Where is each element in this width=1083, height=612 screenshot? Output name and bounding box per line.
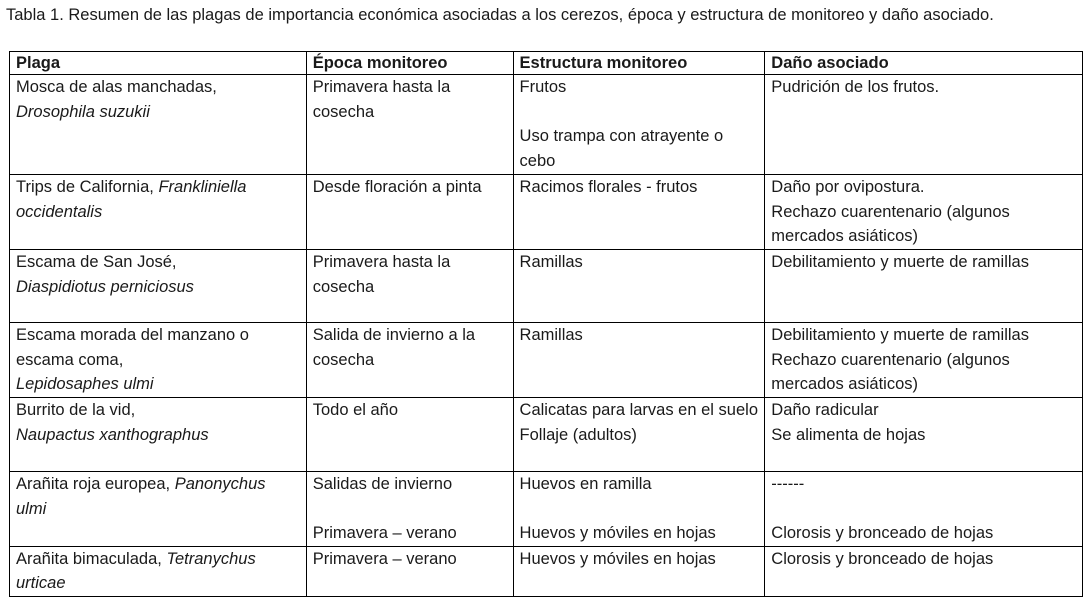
- epoca-text: Salida de invierno a la cosecha: [312, 326, 476, 369]
- header-estructura: Estructura monitoreo: [513, 52, 765, 75]
- cell-epoca: [306, 546, 513, 596]
- table-row: [10, 323, 1083, 398]
- cell-plaga: [10, 250, 307, 323]
- cell-plaga: [10, 323, 307, 398]
- pest-common-name: Trips de California,: [16, 178, 154, 196]
- cell-estructura: [513, 175, 765, 250]
- estructura-text: Huevos en ramilla: [519, 475, 652, 493]
- header-plaga: Plaga: [10, 52, 307, 75]
- pest-common-name: Escama morada del manzano o escama coma,: [16, 326, 249, 369]
- cell-dano: [765, 323, 1083, 398]
- pest-scientific-name: Drosophila suzukii: [16, 102, 150, 121]
- epoca-text: Desde floración a pinta: [312, 178, 482, 196]
- cell-dano: [765, 250, 1083, 323]
- table-header-row: [10, 52, 1083, 75]
- dano-text: Clorosis y bronceado de hojas: [771, 549, 994, 568]
- cell-plaga: [10, 398, 307, 472]
- cell-estructura: [513, 546, 765, 596]
- estructura-text: Huevos y móviles en hojas: [519, 549, 716, 568]
- table-row: [10, 398, 1083, 472]
- header-epoca: Época monitoreo: [306, 52, 513, 75]
- pest-scientific-name: Lepidosaphes ulmi: [16, 375, 154, 393]
- pest-common-name: Mosca de alas manchadas,: [16, 78, 217, 96]
- cell-estructura: [513, 472, 765, 547]
- dano-text: Pudrición de los frutos.: [771, 78, 940, 96]
- epoca-text: Primavera hasta la cosecha: [312, 253, 451, 296]
- dano-text: Debilitamiento y muerte de ramillas: [771, 253, 1029, 271]
- header-dano: Daño asociado: [765, 52, 1083, 75]
- pest-scientific-name: Diaspidiotus perniciosus: [16, 277, 194, 296]
- estructura-text: Huevos y móviles en hojas: [519, 524, 716, 542]
- cell-epoca: [306, 472, 513, 547]
- cell-estructura: [513, 323, 765, 398]
- cell-epoca: [306, 250, 513, 323]
- cell-dano: [765, 175, 1083, 250]
- table-row: [10, 546, 1083, 596]
- dano-text: Rechazo cuarentenario (algunos mercados asiáticos): [771, 202, 1010, 245]
- cell-dano: [765, 472, 1083, 547]
- pest-scientific-name: Frankliniella occidentalis: [16, 178, 247, 221]
- table-row: [10, 175, 1083, 250]
- pest-common-name: Escama de San José,: [16, 253, 177, 271]
- cell-plaga: [10, 472, 307, 547]
- cell-estructura: [513, 75, 765, 175]
- estructura-text: Frutos: [519, 78, 567, 96]
- cell-plaga: [10, 75, 307, 175]
- dano-text: Se alimenta de hojas: [771, 425, 926, 444]
- estructura-text: Ramillas: [519, 326, 583, 344]
- cell-estructura: [513, 398, 765, 472]
- cell-dano: [765, 75, 1083, 175]
- epoca-text: Salidas de invierno: [312, 475, 453, 493]
- dano-text: Daño radicular: [771, 401, 879, 419]
- cell-dano: [765, 398, 1083, 472]
- pest-scientific-name: Naupactus xanthographus: [16, 425, 209, 444]
- pest-common-name: Arañita roja europea,: [16, 475, 171, 493]
- pests-table: [9, 51, 1083, 597]
- pest-common-name: Arañita bimaculada,: [16, 549, 162, 568]
- cell-plaga: [10, 546, 307, 596]
- table-row: [10, 472, 1083, 547]
- pest-scientific-name: Tetranychus urticae: [16, 549, 256, 592]
- epoca-text: Todo el año: [312, 401, 399, 419]
- cell-epoca: [306, 75, 513, 175]
- pest-common-name: Burrito de la vid,: [16, 401, 136, 419]
- table-row: [10, 250, 1083, 323]
- epoca-text: Primavera – verano: [312, 524, 457, 542]
- cell-epoca: [306, 323, 513, 398]
- estructura-text: Follaje (adultos): [519, 425, 637, 444]
- cell-epoca: [306, 175, 513, 250]
- dano-text: Clorosis y bronceado de hojas: [771, 524, 994, 542]
- estructura-text: Calicatas para larvas en el suelo: [519, 401, 758, 419]
- cell-plaga: [10, 175, 307, 250]
- table-caption: Tabla 1. Resumen de las plagas de importancia económica asociadas a los cerezos, época y estructura de monitoreo y daño asociado.: [6, 6, 994, 24]
- estructura-text: Racimos florales - frutos: [519, 178, 698, 196]
- epoca-text: Primavera – verano: [312, 549, 457, 568]
- dano-text: Debilitamiento y muerte de ramillas Rechazo cuarentenario (algunos mercados asiáticos): [771, 326, 1029, 393]
- pest-scientific-name: Panonychus ulmi: [16, 475, 266, 518]
- estructura-text: Ramillas: [519, 253, 583, 271]
- dano-text: Daño por ovipostura.: [771, 178, 925, 196]
- cell-estructura: [513, 250, 765, 323]
- epoca-text: Primavera hasta la cosecha: [312, 78, 451, 121]
- cell-dano: [765, 546, 1083, 596]
- estructura-text: Uso trampa con atrayente o cebo: [519, 127, 724, 170]
- dano-text: ------: [771, 475, 805, 493]
- cell-epoca: [306, 398, 513, 472]
- table-row: [10, 75, 1083, 175]
